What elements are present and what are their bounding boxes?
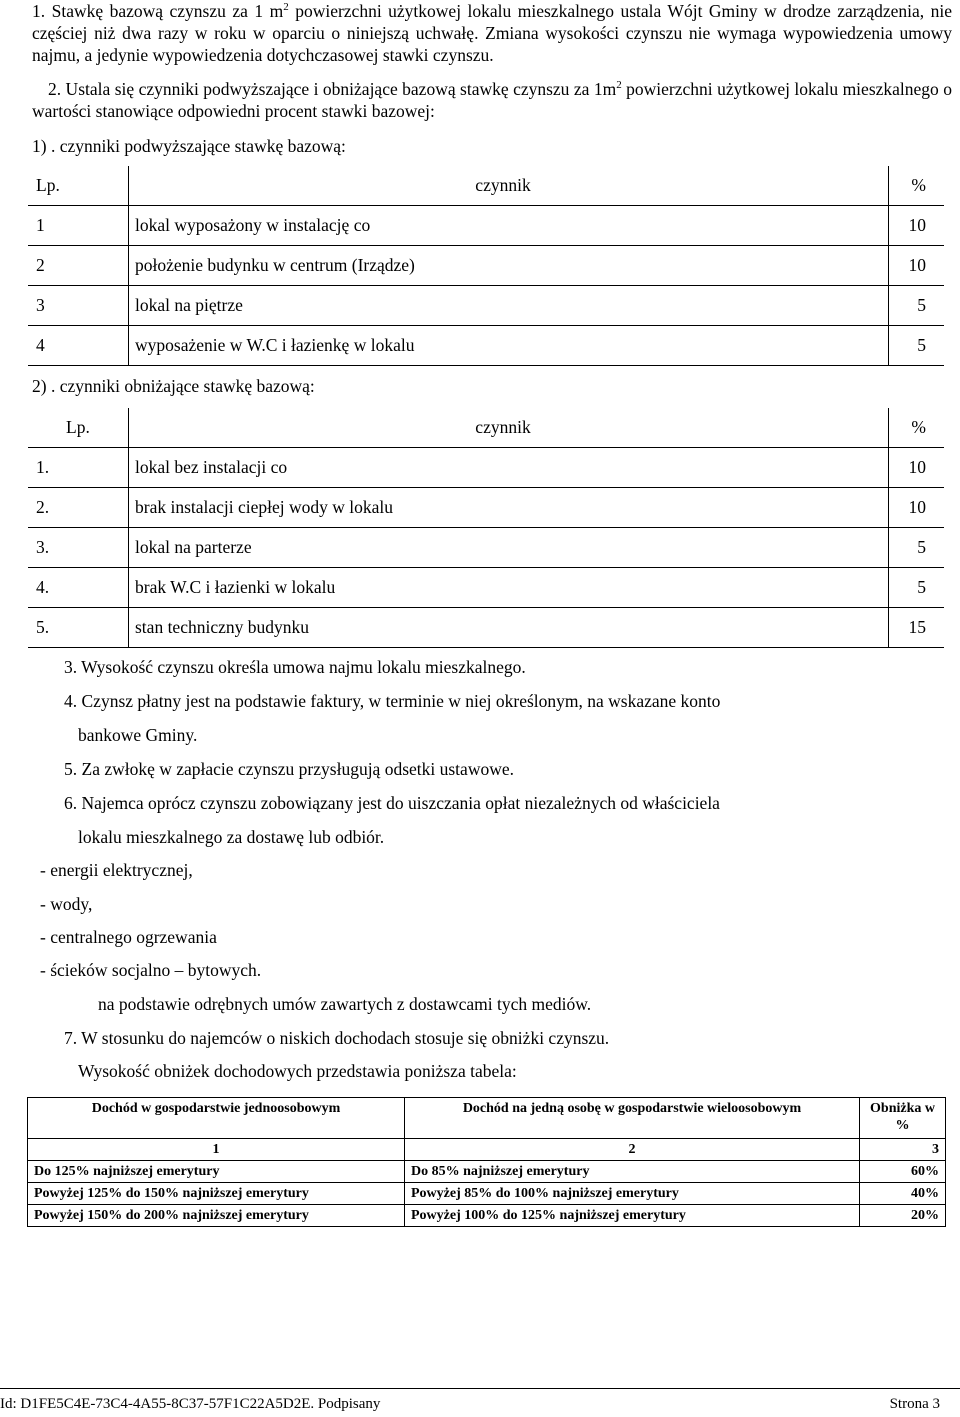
point-7: 7. W stosunku do najemców o niskich dochodach stosuje się obniżki czynszu. [64, 1028, 610, 1048]
superscript: 2 [616, 79, 622, 91]
point-6: 6. Najemca oprócz czynszu zobowiązany jest do uiszczania opłat niezależnych od właściciela [64, 793, 720, 813]
paragraph-2 [32, 78, 952, 122]
column-number: 2 [405, 1139, 860, 1161]
row-lp: 1. [36, 457, 50, 477]
row-czynnik: lokal bez instalacji co [135, 457, 288, 477]
row-lp: 1 [36, 215, 45, 235]
paragraph-2-text: 2. Ustala się czynniki podwyższające i obniżające bazową stawkę czynszu za 1m [48, 79, 617, 99]
table-row [28, 1205, 946, 1227]
row-czynnik: brak instalacji ciepłej wody w lokalu [135, 497, 394, 517]
table-row [28, 488, 944, 528]
paragraph-1-text-rest: powierzchni użytkowej lokalu mieszkalnego ustala Wójt Gminy w drodze zarządzenia, nie częściej niż dwa razy w roku w oparciu o niniejszą uchwałę. Zmiana wysokości czynszu nie wymaga wypowiedzenia umowy najmu, a jedynie wypowiedzenia dotychczasowej stawki czynszu. [32, 1, 952, 65]
header-czynnik: czynnik [475, 417, 531, 437]
cell-reduction: 60% [860, 1161, 946, 1183]
cell-multi: Powyżej 85% do 100% najniższej emerytury [405, 1183, 860, 1205]
table-header-row [28, 408, 944, 448]
row-lp: 2 [36, 255, 45, 275]
list-item-water: - wody, [40, 894, 93, 914]
header-reduction: Obniżka w % [860, 1098, 946, 1139]
table-row [28, 528, 944, 568]
row-lp: 3. [36, 537, 50, 557]
row-lp: 3 [36, 295, 45, 315]
table-row [28, 1161, 946, 1183]
row-percent: 10 [908, 497, 926, 517]
list-item-energy: - energii elektrycznej, [40, 860, 193, 880]
table-row [28, 608, 944, 648]
table-row [28, 448, 944, 488]
cell-single: Do 125% najniższej emerytury [28, 1161, 405, 1183]
paragraph-1 [32, 0, 952, 66]
contract-note: na podstawie odrębnych umów zawartych z dostawcami tych mediów. [98, 994, 592, 1014]
point-7-continued: Wysokość obniżek dochodowych przedstawia poniższa tabela: [78, 1061, 517, 1081]
header-lp: Lp. [66, 417, 90, 437]
row-lp: 2. [36, 497, 50, 517]
point-4-continued: bankowe Gminy. [78, 725, 198, 745]
row-percent: 5 [917, 295, 926, 315]
cell-multi: Do 85% najniższej emerytury [405, 1161, 860, 1183]
row-czynnik: stan techniczny budynku [135, 617, 309, 637]
row-lp: 4. [36, 577, 50, 597]
income-reduction-table [27, 1097, 946, 1227]
list-item-heating: - centralnego ogrzewania [40, 927, 217, 947]
paragraph-1-text: 1. Stawkę bazową czynszu za 1 m [32, 1, 284, 21]
cell-single: Powyżej 150% do 200% najniższej emerytury [28, 1205, 405, 1227]
document-id: Id: D1FE5C4E-73C4-4A55-8C37-57F1C22A5D2E. Podpisany [0, 1396, 381, 1412]
row-czynnik: lokal na piętrze [135, 295, 243, 315]
header-percent: % [911, 175, 926, 195]
row-percent: 5 [917, 537, 926, 557]
footer-divider [0, 1388, 960, 1389]
decreasing-factors-table [28, 408, 944, 648]
row-lp: 5. [36, 617, 50, 637]
cell-multi: Powyżej 100% do 125% najniższej emerytury [405, 1205, 860, 1227]
row-czynnik: brak W.C i łazienki w lokalu [135, 577, 336, 597]
column-number: 1 [28, 1139, 405, 1161]
header-single: Dochód w gospodarstwie jednoosobowym [28, 1098, 405, 1139]
header-czynnik: czynnik [475, 175, 531, 195]
point-6-continued: lokalu mieszkalnego za dostawę lub odbiór. [78, 827, 385, 847]
row-czynnik: lokal na parterze [135, 537, 252, 557]
cell-single: Powyżej 125% do 150% najniższej emerytury [28, 1183, 405, 1205]
row-percent: 10 [908, 255, 926, 275]
point-4: 4. Czynsz płatny jest na podstawie faktury, w terminie w niej określonym, na wskazane konto [64, 691, 721, 711]
header-lp: Lp. [36, 175, 60, 195]
superscript: 2 [283, 1, 289, 13]
row-czynnik: położenie budynku w centrum (Irządze) [135, 255, 415, 275]
row-percent: 10 [908, 457, 926, 477]
row-percent: 5 [917, 577, 926, 597]
point-5: 5. Za zwłokę w zapłacie czynszu przysługują odsetki ustawowe. [64, 759, 514, 779]
row-percent: 5 [917, 335, 926, 355]
table-row [28, 568, 944, 608]
row-czynnik: wyposażenie w W.C i łazienkę w lokalu [135, 335, 415, 355]
table-number-row [28, 1139, 946, 1161]
header-multi: Dochód na jedną osobę w gospodarstwie wieloosobowym [405, 1098, 860, 1139]
section-title-increasing: 1) . czynniki podwyższające stawkę bazową: [32, 136, 346, 156]
row-lp: 4 [36, 335, 45, 355]
header-percent: % [911, 417, 926, 437]
increasing-factors-table [28, 166, 944, 366]
table-row [28, 1183, 946, 1205]
page-number: Strona 3 [889, 1396, 940, 1412]
paragraph-2-text-rest: powierzchni użytkowej lokalu mieszkalnego o wartości stanowiące odpowiedni procent stawki bazowej: [32, 79, 952, 121]
cell-reduction: 40% [860, 1183, 946, 1205]
row-percent: 15 [908, 617, 926, 637]
list-item-sewage: - ścieków socjalno – bytowych. [40, 960, 262, 980]
cell-reduction: 20% [860, 1205, 946, 1227]
row-czynnik: lokal wyposażony w instalację co [135, 215, 371, 235]
column-number: 3 [860, 1139, 946, 1161]
row-percent: 10 [908, 215, 926, 235]
table-header-row [28, 1098, 946, 1139]
table-row [28, 326, 944, 366]
table-row [28, 246, 944, 286]
table-header-row [28, 166, 944, 206]
point-3: 3. Wysokość czynszu określa umowa najmu lokalu mieszkalnego. [64, 657, 526, 677]
table-row [28, 206, 944, 246]
table-row [28, 286, 944, 326]
section-title-decreasing: 2) . czynniki obniżające stawkę bazową: [32, 376, 315, 396]
